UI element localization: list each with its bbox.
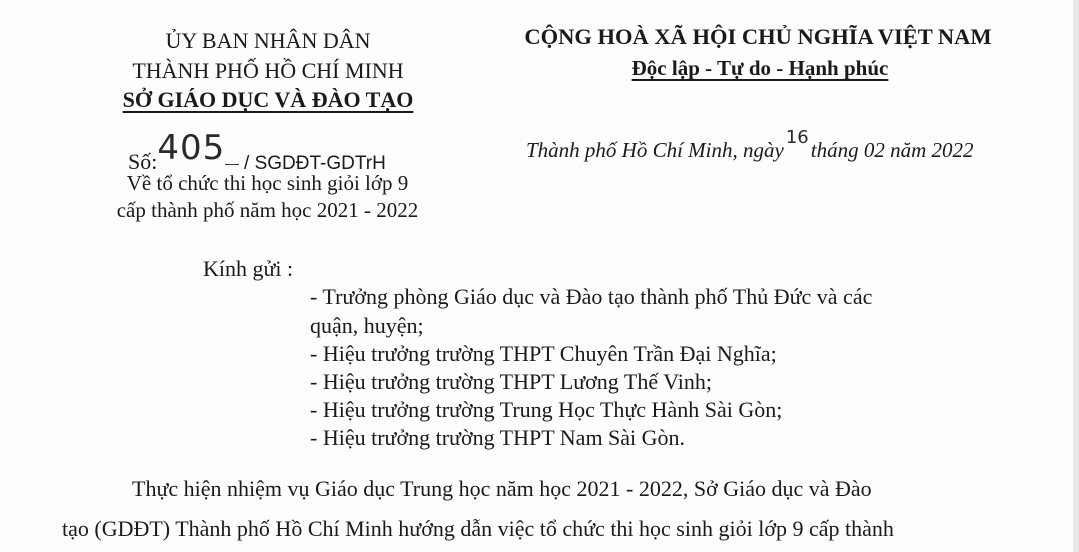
page-edge-shadow (1073, 0, 1079, 552)
agency-department-name: SỞ GIÁO DỤC VÀ ĐÀO TẠO (122, 87, 414, 112)
date-suffix: tháng 02 năm 2022 (810, 138, 974, 162)
recipient-item-3: - Hiệu trưởng trường THPT Lương Thế Vinh; (310, 369, 712, 394)
agency-line-3 (58, 87, 478, 113)
date-prefix: Thành phố Hồ Chí Minh, ngày (526, 138, 784, 162)
motto (480, 56, 1040, 81)
body-line-2: tạo (GDĐT) Thành phố Hồ Chí Minh hướng dẫn việc tổ chức thi học sinh giỏi lớp 9 cấp thành (62, 516, 894, 541)
reference-prefix: Số: (128, 149, 158, 174)
recipients-label: Kính gửi : (203, 256, 294, 281)
reference-suffix: / SGDĐT-GDTrH (244, 153, 386, 174)
date-handwritten-day: 16 (785, 127, 809, 148)
recipient-item-2: - Hiệu trưởng trường THPT Chuyên Trần Đại Nghĩa; (310, 341, 777, 366)
subject-line-2: cấp thành phố năm học 2021 - 2022 (116, 198, 419, 222)
recipient-item-1-cont: quận, huyện; (310, 313, 424, 338)
reference-underline (225, 164, 239, 165)
recipient-item-5: - Hiệu trưởng trường THPT Nam Sài Gòn. (310, 425, 686, 450)
motto-text: Độc lập - Tự do - Hạnh phúc (631, 56, 889, 80)
recipient-item-4: - Hiệu trưởng trường Trung Học Thực Hành Sài Gòn; (310, 397, 783, 422)
recipient-item-1: - Trưởng phòng Giáo dục và Đào tạo thành phố Thủ Đức và các (310, 284, 873, 309)
body-line-1: Thực hiện nhiệm vụ Giáo dục Trung học năm học 2021 - 2022, Sở Giáo dục và Đào (132, 476, 872, 501)
agency-line-2: THÀNH PHỐ HỒ CHÍ MINH (132, 58, 404, 83)
nation-title: CỘNG HOÀ XÃ HỘI CHỦ NGHĨA VIỆT NAM (524, 24, 992, 49)
reference-handwritten-number: 405 (157, 128, 226, 168)
agency-line-1: ỦY BAN NHÂN DÂN (165, 28, 371, 53)
date-line (526, 127, 974, 163)
subject-line-1: Về tổ chức thi học sinh giỏi lớp 9 (126, 171, 409, 195)
